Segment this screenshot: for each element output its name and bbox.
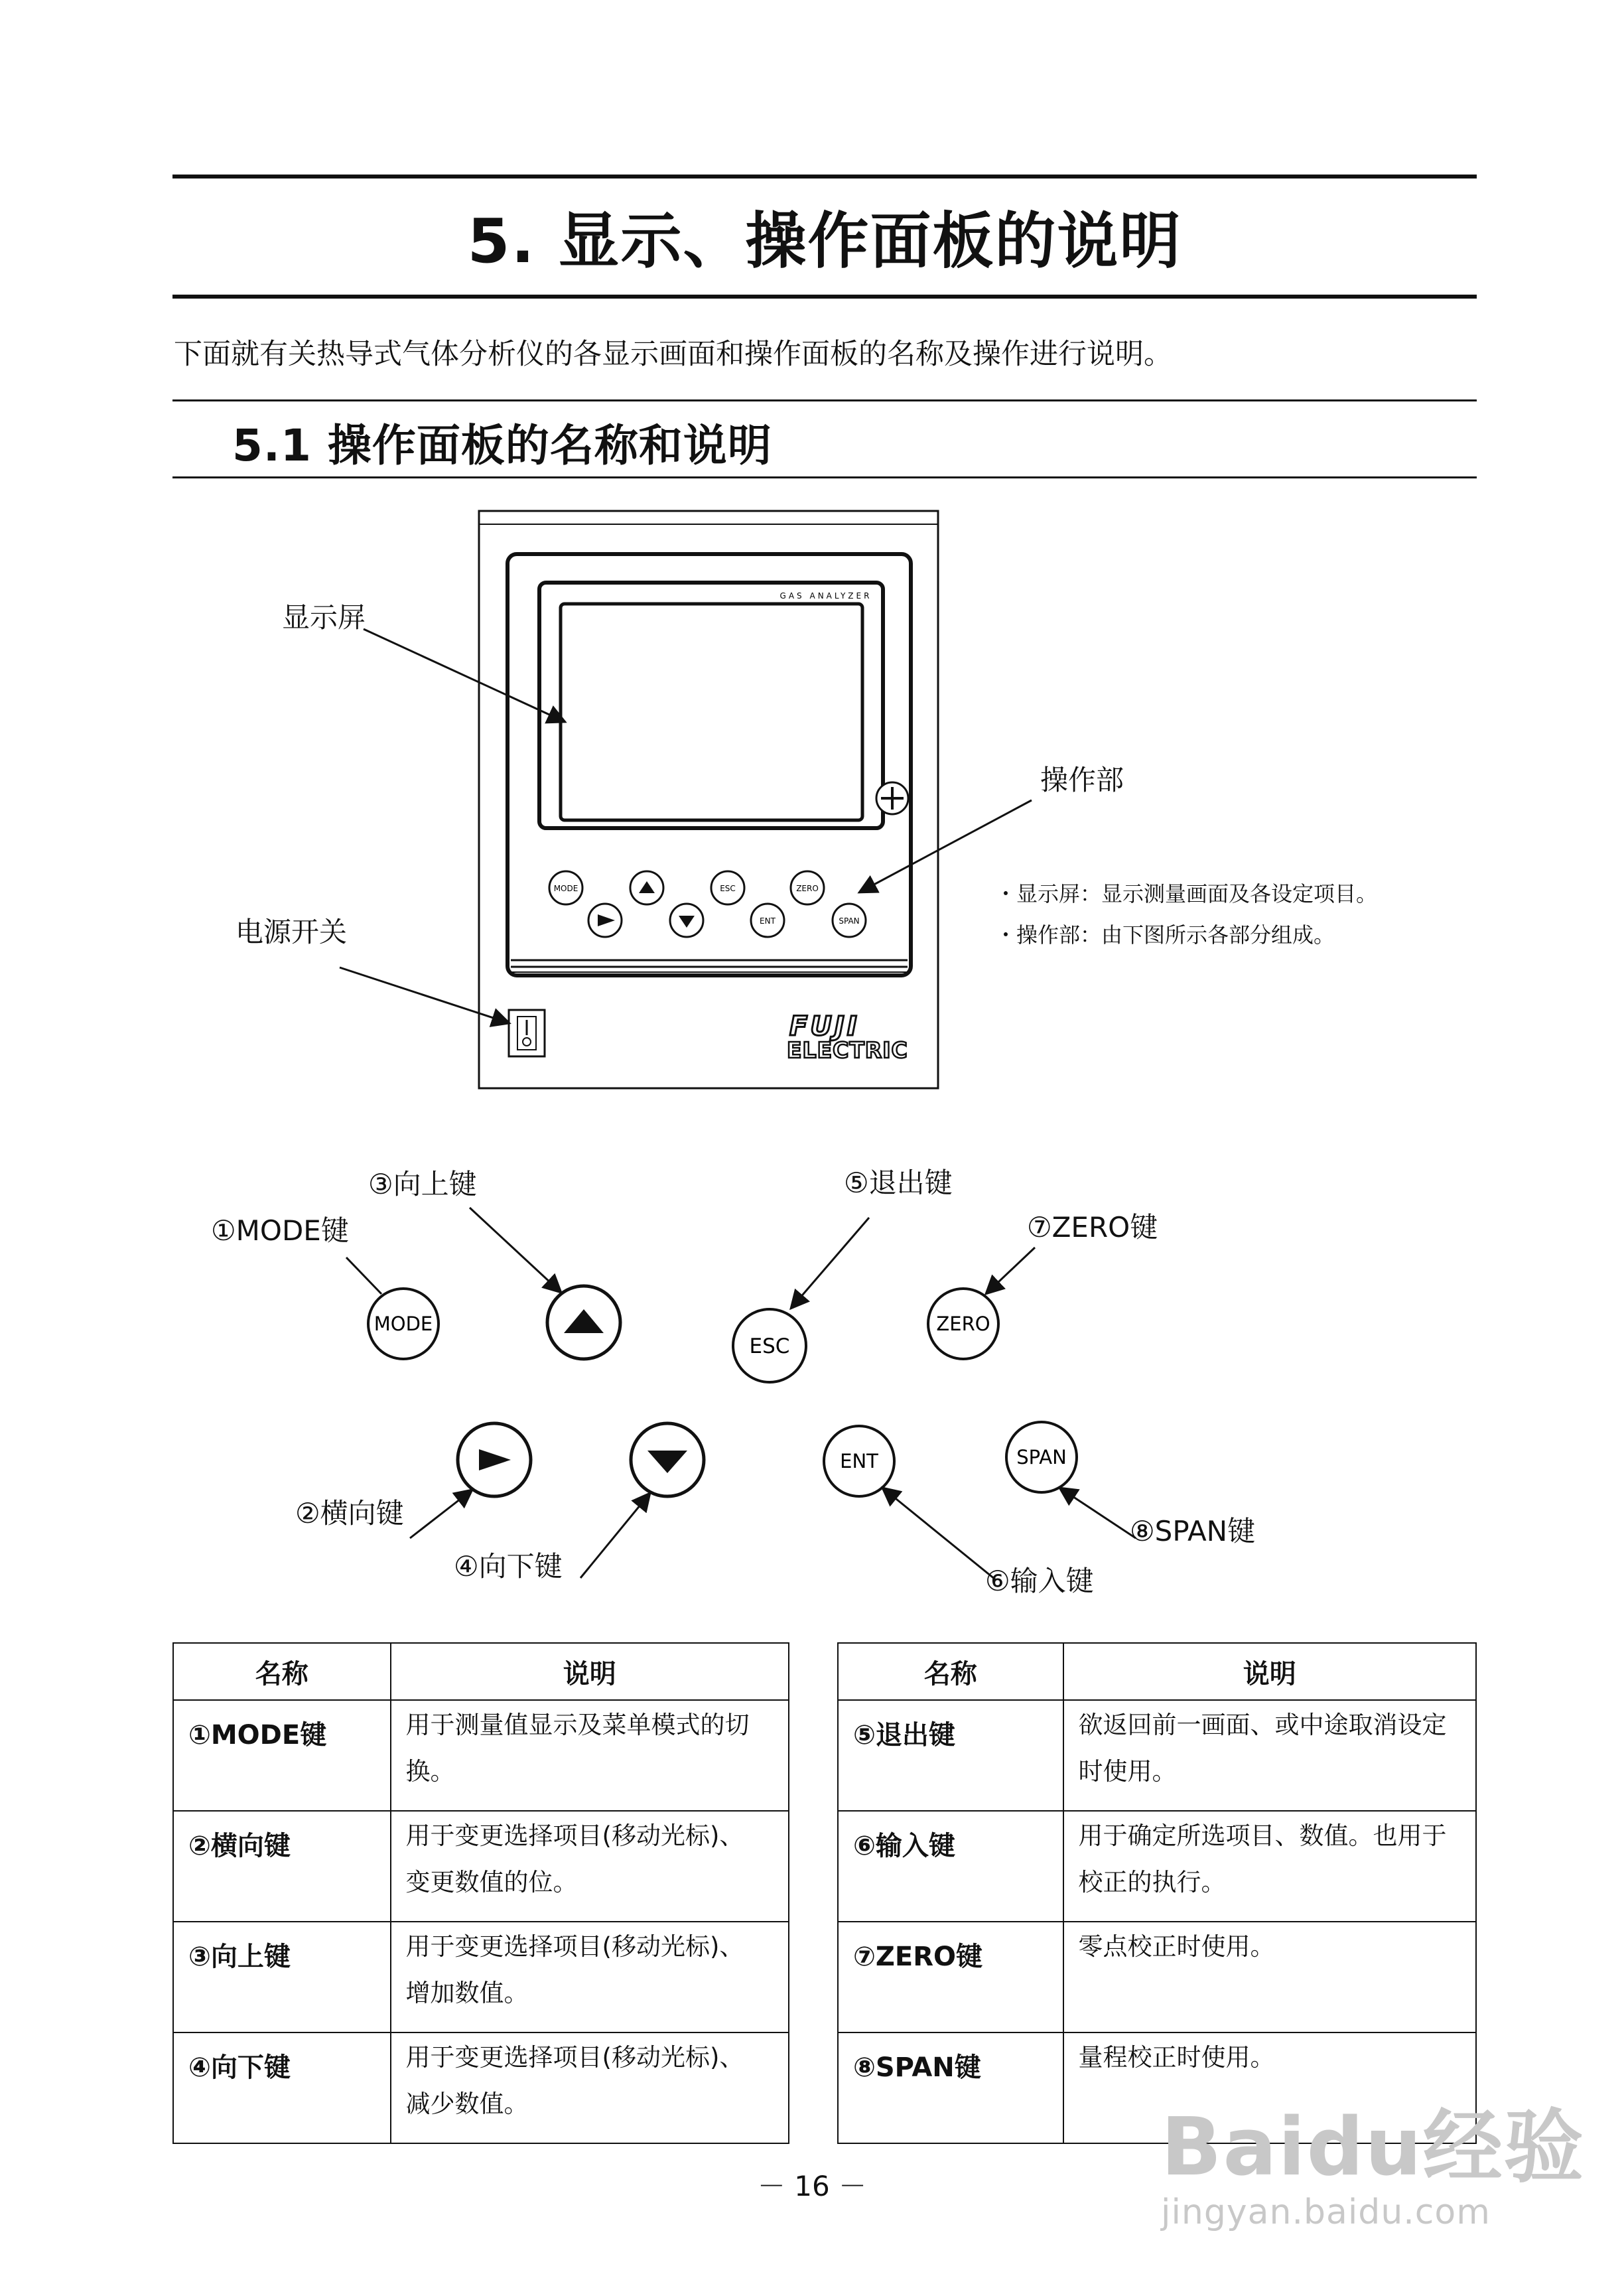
panel-mode-key xyxy=(549,871,582,904)
key-name: ⑤退出键 xyxy=(838,1700,1063,1811)
table-row xyxy=(173,1922,789,2032)
svg-text:FUJI: FUJI xyxy=(789,1011,860,1042)
span-label-arrow xyxy=(1059,1488,1136,1538)
chapter-title: 5. 显示、操作面板的说明 xyxy=(467,206,1182,277)
svg-text:ENT: ENT xyxy=(840,1450,878,1472)
svg-text:ESC: ESC xyxy=(720,884,736,893)
table-row xyxy=(838,1811,1476,1922)
panel-up-key xyxy=(630,871,663,904)
svg-text:SPAN: SPAN xyxy=(1016,1446,1067,1468)
key-desc: 用于变更选择项目(移动光标)、 减少数值。 xyxy=(391,2032,789,2143)
note-operation: ・操作部：由下图所示各部分组成。 xyxy=(995,922,1335,948)
key-desc: 用于变更选择项目(移动光标)、 变更数值的位。 xyxy=(391,1811,789,1922)
key-name: ③向上键 xyxy=(173,1922,391,2032)
table-header-row xyxy=(173,1643,789,1700)
mode-key-label: ①MODE键 xyxy=(211,1214,349,1247)
power-callout-arrow xyxy=(340,967,509,1023)
esc-label-arrow xyxy=(791,1218,869,1309)
key-desc: 用于变更选择项目(移动光标)、 增加数值。 xyxy=(391,1922,789,2032)
key-name: ②横向键 xyxy=(173,1811,391,1922)
key-name: ④向下键 xyxy=(173,2032,391,2143)
esc-key-label: ⑤退出键 xyxy=(844,1167,953,1199)
svg-text:MODE: MODE xyxy=(553,884,578,893)
key-name: ⑥输入键 xyxy=(838,1811,1063,1922)
panel-down-key xyxy=(670,904,703,937)
fuji-electric-logo xyxy=(787,1011,908,1063)
zero-key-label: ⑦ZERO键 xyxy=(1027,1211,1158,1244)
panel-ent-key xyxy=(751,904,784,937)
key-desc: 用于确定所选项目、数值。也用于 校正的执行。 xyxy=(1063,1811,1476,1922)
key-desc: 欲返回前一画面、或中途取消设定 时使用。 xyxy=(1063,1700,1476,1811)
key-desc: 量程校正时使用。 xyxy=(1063,2032,1476,2143)
power-switch-icon xyxy=(509,1010,545,1056)
right-label-arrow xyxy=(410,1490,472,1538)
note-display: ・显示屏：显示测量画面及各设定项目。 xyxy=(995,881,1378,906)
key-name: ①MODE键 xyxy=(173,1700,391,1811)
zero-label-arrow xyxy=(986,1247,1035,1294)
ent-key-label: ⑥输入键 xyxy=(985,1565,1094,1597)
up-key-label: ③向上键 xyxy=(368,1168,477,1200)
table-row xyxy=(173,1700,789,1811)
up-label-arrow xyxy=(470,1208,561,1293)
down-label-arrow xyxy=(580,1493,650,1578)
key-desc: 零点校正时使用。 xyxy=(1063,1922,1476,2032)
key-name: ⑦ZERO键 xyxy=(838,1922,1063,2032)
watermark-url: jingyan.baidu.com xyxy=(1161,2192,1491,2232)
keys-table-right xyxy=(837,1642,1477,2144)
svg-text:ESC: ESC xyxy=(749,1334,790,1358)
down-key xyxy=(631,1423,704,1496)
display-callout-arrow xyxy=(364,629,565,722)
zero-key xyxy=(928,1289,998,1359)
right-key xyxy=(458,1423,531,1496)
key-name: ⑧SPAN键 xyxy=(838,2032,1063,2143)
svg-text:SPAN: SPAN xyxy=(839,916,860,926)
power-callout-label: 电源开关 xyxy=(236,916,348,948)
table-row xyxy=(173,2032,789,2143)
right-key-label: ②横向键 xyxy=(295,1497,404,1530)
desc-header: 说明 xyxy=(391,1643,789,1700)
watermark-main: Baidu经验 xyxy=(1161,2102,1585,2194)
operation-callout-label: 操作部 xyxy=(1040,764,1124,796)
ent-label-arrow xyxy=(882,1488,995,1579)
page-number: － 16 － xyxy=(757,2170,867,2202)
table-header-row xyxy=(838,1643,1476,1700)
mode-label-line xyxy=(346,1257,381,1294)
up-key xyxy=(547,1286,620,1359)
svg-text:ZERO: ZERO xyxy=(796,884,819,893)
name-header: 名称 xyxy=(838,1643,1063,1700)
intro-paragraph: 下面就有关热导式气体分析仪的各显示画面和操作面板的名称及操作进行说明。 xyxy=(174,338,1172,371)
esc-key xyxy=(733,1309,806,1382)
mode-key xyxy=(368,1289,439,1359)
baidu-watermark xyxy=(1161,2084,1585,2232)
svg-text:ELECTRIC: ELECTRIC xyxy=(787,1037,908,1063)
gas-analyzer-caption: GAS ANALYZER xyxy=(779,591,872,601)
keys-table-left xyxy=(172,1642,789,2144)
table-row xyxy=(173,1811,789,1922)
svg-text:MODE: MODE xyxy=(373,1313,433,1335)
display-callout-label: 显示屏 xyxy=(282,601,366,634)
display-screen xyxy=(561,604,862,820)
table-row xyxy=(838,1700,1476,1811)
panel-esc-key xyxy=(711,871,744,904)
span-key xyxy=(1006,1422,1077,1492)
svg-text:ENT: ENT xyxy=(760,916,776,926)
section-title: 5.1 操作面板的名称和说明 xyxy=(232,420,772,471)
panel-zero-key xyxy=(791,871,824,904)
table-row xyxy=(838,1922,1476,2032)
name-header: 名称 xyxy=(173,1643,391,1700)
screw-icon xyxy=(876,782,908,814)
down-key-label: ④向下键 xyxy=(454,1550,563,1583)
display-frame xyxy=(539,583,883,828)
ent-key xyxy=(824,1426,894,1496)
key-desc: 用于测量值显示及菜单模式的切换。 xyxy=(391,1700,789,1811)
desc-header: 说明 xyxy=(1063,1643,1476,1700)
span-key-label: ⑧SPAN键 xyxy=(1130,1515,1256,1547)
panel-span-key xyxy=(833,904,866,937)
panel-right-key xyxy=(588,904,622,937)
svg-text:ZERO: ZERO xyxy=(936,1313,990,1335)
